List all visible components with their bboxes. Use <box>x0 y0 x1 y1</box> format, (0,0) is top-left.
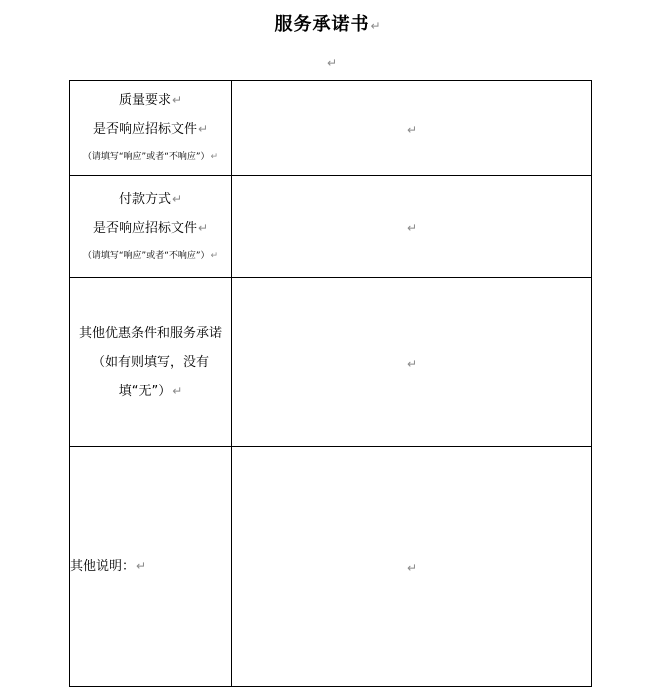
paragraph-mark-icon: ↵ <box>406 561 418 575</box>
payment-label-cell <box>70 176 232 278</box>
quality-fill-instruction: （请填写“响应”或者“不响应”） <box>82 152 210 162</box>
paragraph-mark-icon: ↵ <box>171 93 183 107</box>
paragraph-mark-icon: ↵ <box>406 356 418 371</box>
payment-response-cell[interactable] <box>232 176 592 278</box>
quality-label-cell <box>70 81 232 176</box>
paragraph-mark-icon: ↵ <box>326 56 338 70</box>
blank-paragraph <box>0 52 656 71</box>
paragraph-mark-icon: ↵ <box>171 191 183 206</box>
paragraph-mark-icon: ↵ <box>172 383 183 398</box>
table-row-other-terms <box>70 278 592 447</box>
paragraph-mark-icon: ↵ <box>197 220 209 235</box>
table-row-payment <box>70 176 592 278</box>
paragraph-mark-icon: ↵ <box>210 250 219 261</box>
table-row-other-notes <box>70 447 592 687</box>
quality-requirement-label: 质量要求 <box>118 93 171 108</box>
quality-response-question: 是否响应招标文件 <box>92 122 197 137</box>
paragraph-mark-icon: ↵ <box>406 221 418 235</box>
quality-response-cell[interactable] <box>232 81 592 176</box>
other-notes-response-cell[interactable] <box>232 447 592 687</box>
paragraph-mark-icon: ↵ <box>406 122 418 137</box>
paragraph-mark-icon: ↵ <box>210 152 219 162</box>
payment-response-question: 是否响应招标文件 <box>92 220 197 236</box>
other-terms-label-cell <box>70 278 232 447</box>
other-notes-label-cell <box>70 447 232 687</box>
paragraph-mark-icon: ↵ <box>370 19 382 33</box>
document-title: 服务承诺书↵ <box>274 14 382 35</box>
commitment-table <box>69 80 592 687</box>
other-terms-response-cell[interactable] <box>232 278 592 447</box>
paragraph-mark-icon: ↵ <box>136 559 147 573</box>
paragraph-mark-icon: ↵ <box>197 122 209 136</box>
other-notes-label: 其他说明： <box>70 559 136 574</box>
other-terms-label: 其他优惠条件和服务承诺（如有则填写，没有填“无”） <box>78 325 222 399</box>
payment-method-label: 付款方式 <box>118 191 171 207</box>
payment-fill-instruction: （请填写“响应”或者“不响应”） <box>82 250 210 261</box>
table-row-quality <box>70 81 592 176</box>
